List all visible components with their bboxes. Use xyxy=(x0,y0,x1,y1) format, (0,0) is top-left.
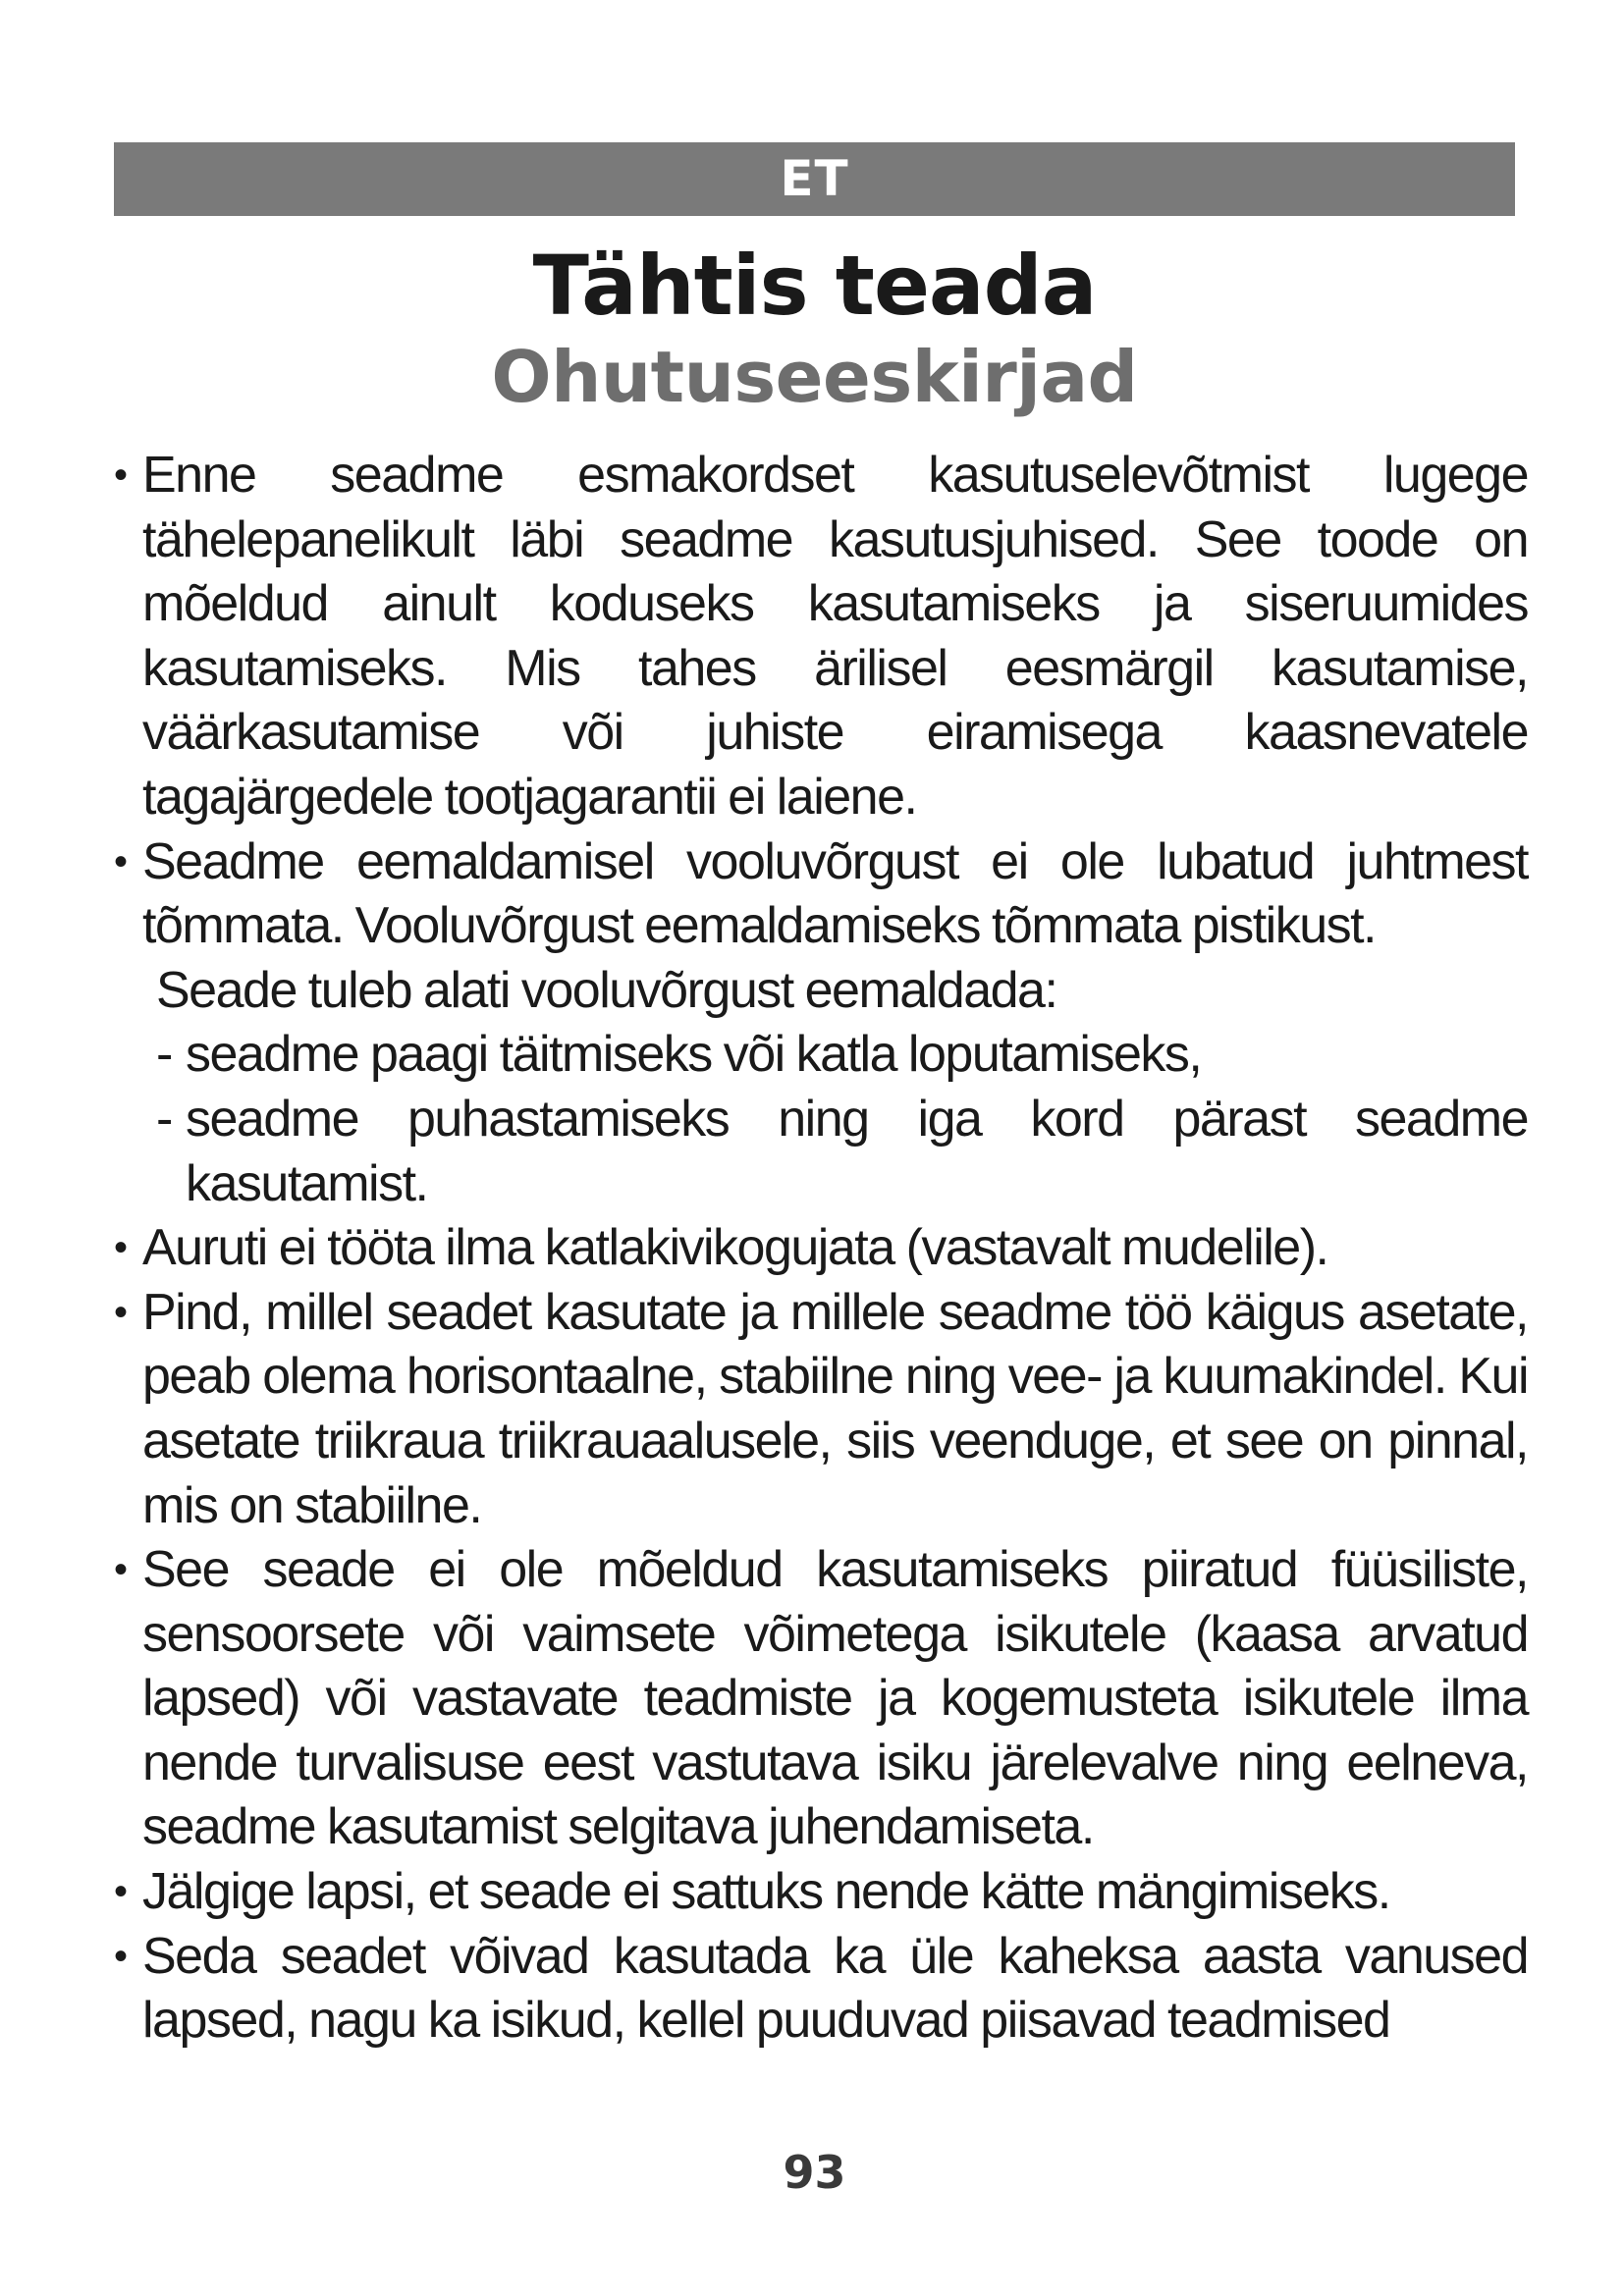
instruction-text: Seda seadet võivad kasutada ka üle kaheksa aasta vanused lapsed, nagu ka isikud, kellel puuduvad piisavad teadmised xyxy=(142,1927,1528,2050)
bullet-marker: • xyxy=(114,1548,127,1592)
bullet-marker: • xyxy=(114,454,127,497)
instruction-text: Pind, millel seadet kasutate ja millele seadme töö käigus asetate, peab olema horisontaalne, stabiilne ning vee- ja kuumakindel. Kui asetate triikraua triikrauaalusele, siis veenduge, et see on pinnal, mis on stabiilne. xyxy=(142,1283,1528,1534)
instruction-subitem-1 xyxy=(114,1023,1528,1088)
instruction-item-6 xyxy=(114,1860,1528,1925)
instruction-item-4 xyxy=(114,1281,1528,1538)
dash-marker: - xyxy=(156,1026,172,1084)
instruction-subitem-2 xyxy=(114,1088,1528,1216)
instruction-text: Enne seadme esmakordset kasutuselevõtmist lugege tähelepanelikult läbi seadme kasutusjuhised. See toode on mõeldud ainult koduseks kasutamiseks ja siseruumides kasutamiseks. Mis tahes ärilisel eesmärgil kasutamise, väärkasutamise või juhiste eiramisega kaasnevatele tagajärgedele tootjagarantii ei laiene. xyxy=(142,447,1528,826)
instruction-item-5 xyxy=(114,1538,1528,1860)
instruction-item-2 xyxy=(114,830,1528,959)
instruction-text: Auruti ei tööta ilma katlakivikogujata (vastavalt mudelile). xyxy=(142,1219,1328,1277)
instruction-item-7 xyxy=(114,1925,1528,2054)
bullet-marker: • xyxy=(114,839,127,883)
language-header-bar xyxy=(114,142,1515,216)
subitem-text: seadme paagi täitmiseks või katla loputamiseks, xyxy=(186,1026,1202,1084)
page-number: 93 xyxy=(783,2146,846,2199)
instruction-item-3 xyxy=(114,1216,1528,1281)
bullet-marker: • xyxy=(114,1934,127,1978)
bullet-marker: • xyxy=(114,1870,127,1914)
page-title: Tähtis teada xyxy=(532,238,1097,334)
subitem-text: seadme puhastamiseks ning iga kord pärast seadme kasutamist. xyxy=(186,1090,1528,1212)
safety-instructions xyxy=(114,444,1528,2054)
instruction-item-1 xyxy=(114,444,1528,830)
instruction-text: Seadme eemaldamisel vooluvõrgust ei ole lubatud juhtmest tõmmata. Vooluvõrgust eemaldamiseks tõmmata pistikust. xyxy=(142,832,1528,955)
instruction-text: Jälgige lapsi, et seade ei sattuks nende kätte mängimiseks. xyxy=(142,1863,1390,1921)
dash-marker: - xyxy=(156,1090,172,1148)
instruction-text: See seade ei ole mõeldud kasutamiseks piiratud füüsiliste, sensoorsete või vaimsete võimetega isikutele (kaasa arvatud lapsed) või vastavate teadmiste ja kogemusteta isikutele ilma nende turvalisuse eest vastutava isiku järelevalve ning eelneva, seadme kasutamist selgitava juhendamiseta. xyxy=(142,1541,1528,1856)
language-code: ET xyxy=(780,150,849,207)
instruction-note: Seade tuleb alati vooluvõrgust eemaldada: xyxy=(156,961,1057,1019)
bullet-marker: • xyxy=(114,1226,127,1270)
page-subtitle: Ohutuseeskirjad xyxy=(491,336,1138,418)
bullet-marker: • xyxy=(114,1290,127,1334)
